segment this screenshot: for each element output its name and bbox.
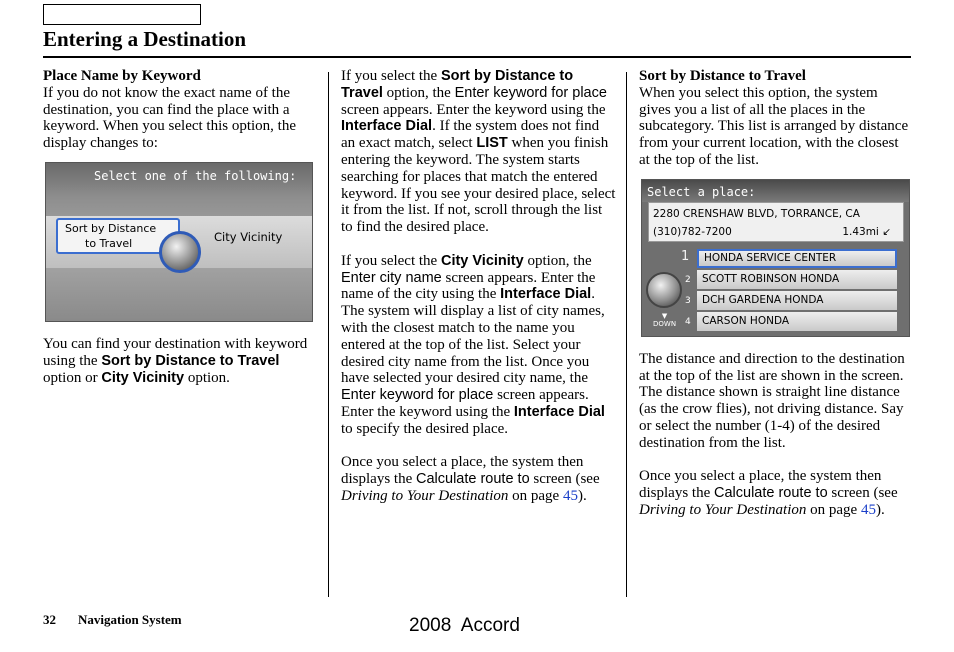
city-vicinity-option[interactable]: City Vicinity bbox=[214, 229, 283, 244]
keyword-option-screen bbox=[45, 162, 313, 322]
column-1 bbox=[43, 68, 313, 403]
footer-label: Navigation System bbox=[78, 612, 182, 627]
address-text: 2280 CRENSHAW BLVD, TORRANCE, CA bbox=[653, 207, 860, 220]
column-divider bbox=[626, 72, 627, 597]
footer-model: 2008 Accord bbox=[409, 615, 520, 636]
list-item[interactable]: 1 HONDA SERVICE CENTER bbox=[697, 248, 903, 269]
header-tab-box bbox=[43, 4, 201, 25]
page-title: Entering a Destination bbox=[43, 27, 247, 51]
direction-arrow-icon: ↙ bbox=[882, 225, 891, 238]
screen-header: Select a place: bbox=[642, 180, 910, 202]
paragraph: Once you select a place, the system then displays the Calculate route to screen (see Driving to Your Destination on page 45). bbox=[639, 468, 898, 518]
list-item[interactable]: 4 CARSON HONDA bbox=[697, 311, 903, 332]
interface-dial-icon bbox=[159, 231, 201, 273]
sort-by-distance-option[interactable]: Sort by Distance to Travel bbox=[56, 218, 180, 254]
place-list bbox=[681, 248, 903, 332]
phone-text: (310)782-7200 bbox=[653, 225, 732, 238]
paragraph: If you select the City Vicinity option, the Enter city name screen appears. Enter the name of the city using the Interface Dial. The system will display a list of city names, with the closest match to the name you entered at the top of the list. Select your desired city name from the list. Once you have selected your desired city name, the Enter keyword for place screen appears. Enter the keyword using the Interface Dial to specify the desired place. bbox=[341, 252, 605, 437]
screen-header: Select one of the following: bbox=[94, 168, 297, 183]
paragraph: When you select this option, the system gives you a list of all the places in the subcategory. This list is arranged by distance from your current location, with the closest at the top of the list. bbox=[639, 84, 909, 168]
place-info-box bbox=[648, 202, 904, 242]
paragraph: The distance and direction to the destination at the top of the list are shown in the screen. The distance shown is straight line distance (as the crow flies), not driving distance. Say or select the number (1-4) of the desired destination from the list. bbox=[639, 350, 905, 451]
page-link[interactable]: 45 bbox=[860, 501, 876, 518]
paragraph: You can find your destination with keyword using the Sort by Distance to Travel option or City Vicinity option. bbox=[43, 335, 308, 386]
column-2 bbox=[341, 68, 617, 522]
title-rule bbox=[43, 56, 911, 58]
down-label: ▼ DOWN bbox=[653, 311, 677, 328]
column-3 bbox=[639, 68, 913, 536]
list-item[interactable]: 3 DCH GARDENA HONDA bbox=[697, 290, 903, 311]
paragraph: If you do not know the exact name of the destination, you can find the place with a keyword. When you select this option, the display changes to: bbox=[43, 84, 297, 152]
select-place-screen bbox=[641, 179, 910, 337]
distance-text: 1.43mi ↙ bbox=[842, 225, 891, 238]
page-link[interactable]: 45 bbox=[562, 487, 578, 504]
section-heading: Sort by Distance to Travel bbox=[639, 68, 806, 84]
interface-dial-icon bbox=[646, 272, 682, 308]
column-divider bbox=[328, 72, 329, 597]
paragraph: Once you select a place, the system then displays the Calculate route to screen (see Driving to Your Destination on page 45). bbox=[341, 454, 600, 504]
paragraph: If you select the Sort by Distance to Travel option, the Enter keyword for place screen appears. Enter the keyword using the Interface Dial. If the system does not find an exact match, select LIST when you finish entering the keyword. The system starts searching for places that match the entered keyword. If you see your desired place, select it from the list. If not, scroll through the list to find the desired place. bbox=[341, 68, 616, 236]
list-item[interactable]: 2 SCOTT ROBINSON HONDA bbox=[697, 269, 903, 290]
page-number: 32 bbox=[43, 612, 56, 627]
section-heading: Place Name by Keyword bbox=[43, 68, 201, 84]
